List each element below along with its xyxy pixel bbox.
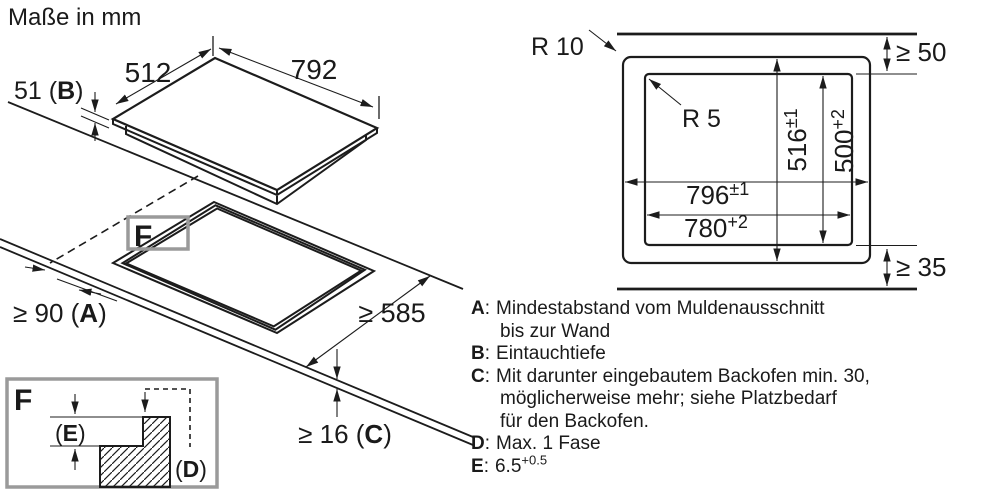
dim-780-label: $780^{+2}$ <box>684 212 748 243</box>
plan-cutout-outline <box>645 74 852 245</box>
plan-extension-lines <box>856 74 917 246</box>
dim-b-label: 51 (B) <box>14 77 84 105</box>
legend-item-e: E: $6.5^{+0.5}$ <box>471 452 548 477</box>
detail-d-label: (D) <box>175 456 207 482</box>
r5-leader-arrow <box>649 79 681 105</box>
dim-a-label: ≥ 90 (A) <box>13 298 107 328</box>
dim-35-label: ≥ 35 <box>896 252 947 282</box>
dim-a-arrow-right <box>25 267 45 270</box>
detail-e-label: (E) <box>55 420 86 446</box>
dim-500-label: $500^{+2}$ <box>828 109 859 173</box>
r10-label: R 10 <box>531 33 584 61</box>
dim-c-label: ≥ 16 (C) <box>298 419 392 449</box>
legend-item-b: B: Eintauchtiefe <box>471 343 606 364</box>
legend-item-c: C: Mit darunter eingebautem Backofen min. 30, möglicherweise mehr; siehe Platzbedarf für den Backofen. <box>471 365 870 432</box>
plan-view <box>589 30 917 289</box>
r10-leader-arrow <box>589 30 616 51</box>
detail-f-marker-label: F <box>134 220 153 253</box>
dim-50-label: ≥ 50 <box>896 37 947 67</box>
page-title: Maße in mm <box>8 4 142 31</box>
dim-792-label: 792 <box>290 54 338 85</box>
legend-item-d: D: Max. 1 Fase <box>471 433 601 454</box>
detail-f-view <box>7 379 217 487</box>
legend <box>471 298 996 478</box>
dim-796-label: $796^{\pm 1}$ <box>686 179 750 210</box>
dim-512-label: 512 <box>124 57 172 88</box>
legend-item-a: A: Mindestabstand vom Muldenausschnitt bis zur Wand <box>471 298 825 342</box>
detail-f-label: F <box>14 384 33 417</box>
dim-516-label: $516^{\pm 1}$ <box>781 108 812 172</box>
r5-label: R 5 <box>682 105 721 133</box>
dim-585-label: ≥ 585 <box>358 298 426 328</box>
